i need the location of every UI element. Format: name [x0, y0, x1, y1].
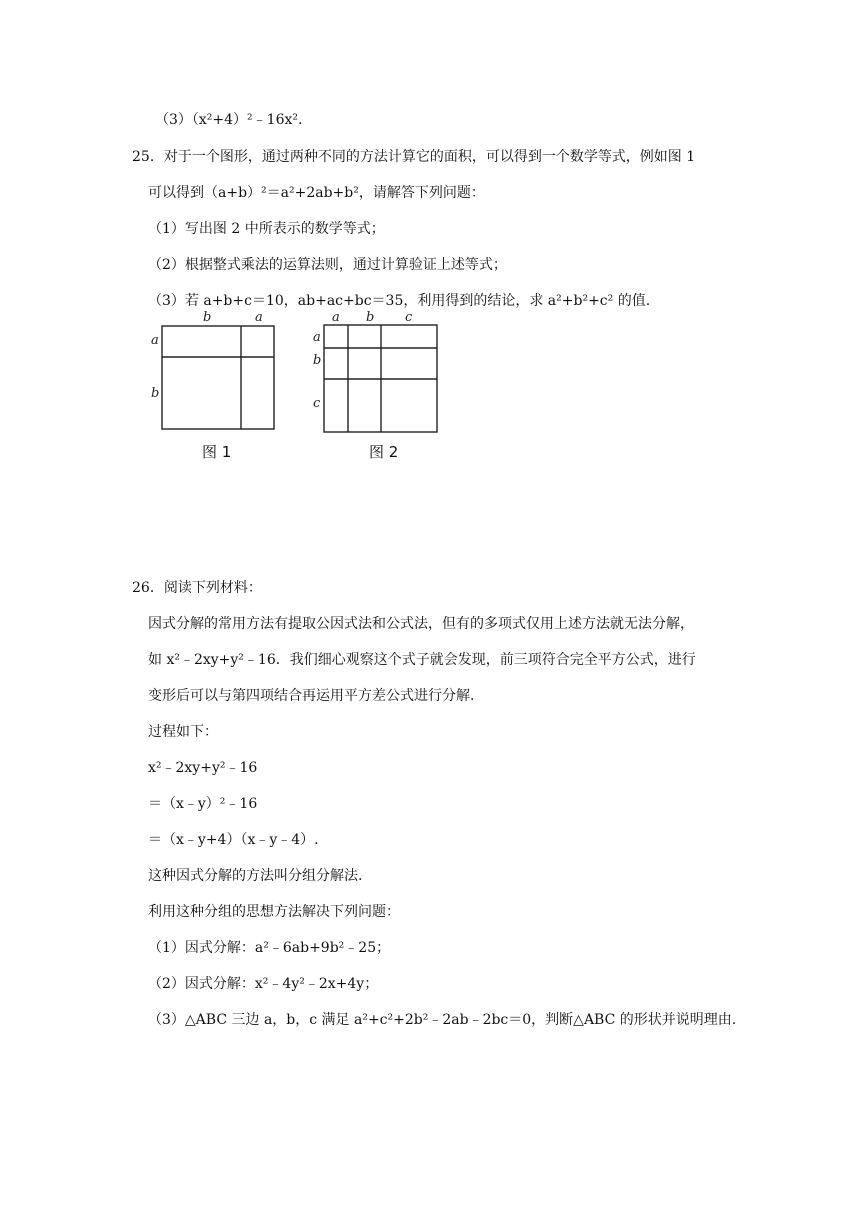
fig1-side-label-b: b: [151, 386, 160, 401]
q26-step3: ＝（x﹣y+4）（x﹣y﹣4）.: [148, 832, 319, 848]
q26-part2: （2）因式分解：x²﹣4y²﹣2x+4y；: [148, 976, 379, 992]
fig2-side-label-a: a: [313, 330, 321, 345]
fig1-top-label-a: a: [255, 310, 263, 325]
q25-part2: （2）根据整式乘法的运算法则，通过计算验证上述等式；: [148, 257, 507, 273]
q25-part3: （3）若 a+b+c＝10，ab+ac+bc＝35，利用得到的结论，求 a²+b²+c² 的值.: [148, 293, 651, 309]
q26-part3: （3）△ABC 三边 a，b，c 满足 a²+c²+2b²﹣2ab﹣2bc＝0，判断△ABC 的形状并说明理由.: [148, 1012, 737, 1028]
fig2-side-label-b: b: [313, 353, 322, 368]
fig2-top-label-c: c: [405, 310, 413, 325]
figure-1-caption: 图 1: [202, 443, 232, 461]
q24-part3: （3）（x²+4）²﹣16x².: [155, 112, 303, 128]
q26-heading: 26．阅读下列材料：: [132, 580, 262, 596]
q26-process-label: 过程如下：: [148, 724, 218, 740]
q26-para-line3: 变形后可以与第四项结合再运用平方差公式进行分解.: [148, 688, 475, 704]
q26-step1: x²﹣2xy+y²﹣16: [148, 760, 258, 776]
q26-conclusion: 这种因式分解的方法叫分组分解法.: [148, 868, 363, 884]
q25-intro-line2: 可以得到（a+b）²＝a²+2ab+b²，请解答下列问题：: [148, 185, 485, 201]
fig2-top-label-b: b: [366, 310, 375, 325]
fig2-top-label-a: a: [332, 310, 340, 325]
q26-instruction: 利用这种分组的思想方法解决下列问题：: [148, 904, 400, 920]
figure-2-caption: 图 2: [369, 443, 399, 461]
fig2-side-label-c: c: [313, 396, 321, 411]
q26-para-line1: 因式分解的常用方法有提取公因式法和公式法，但有的多项式仅用上述方法就无法分解，: [148, 616, 694, 632]
fig1-side-label-a: a: [151, 333, 159, 348]
q26-para-line2: 如 x²﹣2xy+y²﹣16．我们细心观察这个式子就会发现，前三项符合完全平方公式，进行: [148, 652, 696, 668]
q26-part1: （1）因式分解：a²﹣6ab+9b²﹣25；: [148, 940, 391, 956]
q25-intro-line1: 25．对于一个图形，通过两种不同的方法计算它的面积，可以得到一个数学等式，例如图 1: [132, 149, 696, 165]
q25-part1: （1）写出图 2 中所表示的数学等式；: [148, 221, 385, 237]
q26-step2: ＝（x﹣y）²﹣16: [148, 796, 258, 812]
fig1-top-label-b: b: [203, 310, 212, 325]
